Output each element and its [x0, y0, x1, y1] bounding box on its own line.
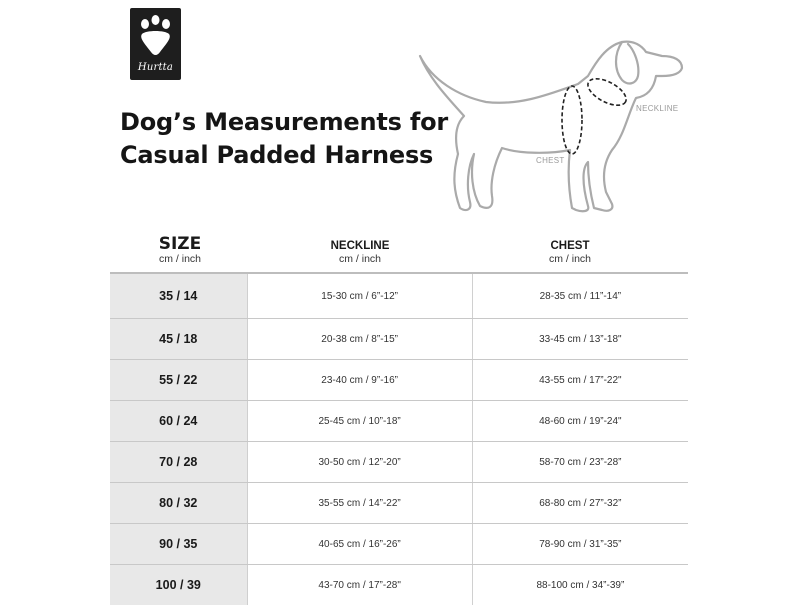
chest-cell: 48-60 cm / 19”-24": [539, 415, 622, 427]
size-cell: 90 / 35: [110, 524, 248, 564]
neckline-cell: 15-30 cm / 6”-12”: [248, 274, 473, 318]
title-line-1: Dog’s Measurements for: [120, 108, 449, 136]
neckline-cell: 40-65 cm / 16”-26”: [248, 524, 473, 564]
chest-cell: 68-80 cm / 27”-32”: [539, 497, 622, 509]
brand-name: Hurtta: [137, 62, 174, 73]
table-row: [110, 482, 688, 523]
brand-logo: [130, 8, 181, 80]
table-row: [110, 359, 688, 400]
size-column-header: [140, 234, 220, 265]
table-row: [110, 441, 688, 482]
table-row: [110, 400, 688, 441]
size-cell: 35 / 14: [110, 274, 248, 318]
chest-label: CHEST: [536, 156, 565, 165]
paw-icon: [136, 14, 175, 60]
chest-cell: 88-100 cm / 34”-39”: [536, 579, 625, 591]
size-cell: 55 / 22: [110, 360, 248, 400]
neckline-cell: 23-40 cm / 9”-16”: [248, 360, 473, 400]
size-cell: 80 / 32: [110, 483, 248, 523]
neckline-cell: 25-45 cm / 10”-18”: [248, 401, 473, 441]
size-cell: 45 / 18: [110, 319, 248, 359]
neckline-cell: 20-38 cm / 8”-15”: [248, 319, 473, 359]
dog-measurement-diagram: [410, 36, 690, 216]
size-table: [110, 272, 688, 605]
table-row: [110, 318, 688, 359]
page-title: [120, 106, 450, 172]
neckline-column-header: [300, 240, 420, 265]
chest-cell: 78-90 cm / 31”-35”: [539, 538, 622, 550]
size-cell: 70 / 28: [110, 442, 248, 482]
size-header-label: SIZE: [158, 234, 202, 254]
neckline-label: NECKLINE: [636, 104, 679, 113]
size-cell: 60 / 24: [110, 401, 248, 441]
neckline-cell: 30-50 cm / 12”-20”: [248, 442, 473, 482]
chest-cell: 43-55 cm / 17”-22": [539, 374, 622, 386]
chest-header-label: CHEST: [550, 240, 590, 252]
neckline-header-unit: cm / inch: [338, 253, 381, 265]
table-row: [110, 272, 688, 318]
neckline-cell: 43-70 cm / 17”-28": [248, 565, 473, 605]
neckline-cell: 35-55 cm / 14”-22”: [248, 483, 473, 523]
chest-header-unit: cm / inch: [548, 253, 591, 265]
chest-column-header: [510, 240, 630, 265]
table-row: [110, 564, 688, 605]
chest-cell: 58-70 cm / 23”-28”: [539, 456, 622, 468]
neckline-header-label: NECKLINE: [330, 240, 390, 252]
chest-cell: 33-45 cm / 13”-18": [539, 333, 622, 345]
title-line-2: Casual Padded Harness: [120, 141, 434, 169]
size-header-unit: cm / inch: [158, 253, 201, 265]
table-row: [110, 523, 688, 564]
size-cell: 100 / 39: [110, 565, 248, 605]
chest-cell: 28-35 cm / 11”-14”: [539, 290, 622, 302]
